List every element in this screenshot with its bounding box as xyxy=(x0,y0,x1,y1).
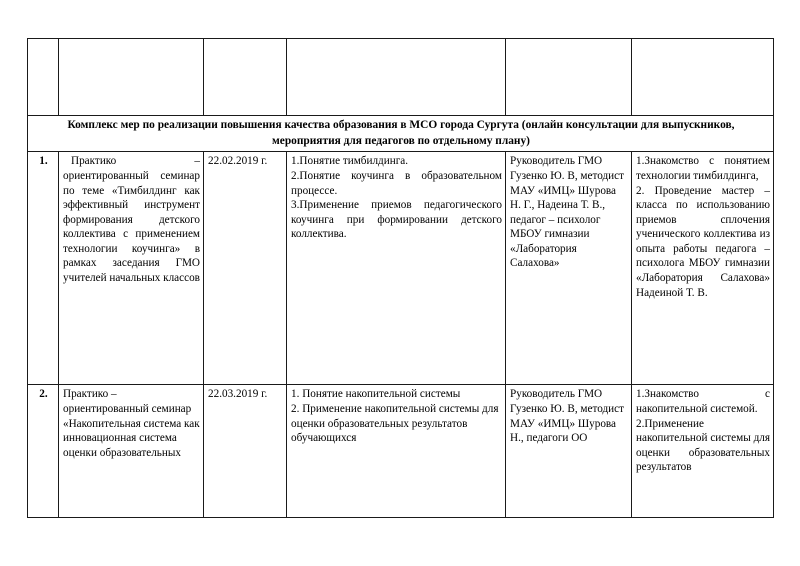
content-item: 1.Понятие тимбилдинга. xyxy=(291,155,409,168)
empty-cell-1 xyxy=(28,39,59,116)
content-item: 1. Понятие накопительной системы xyxy=(291,388,461,401)
row-responsible xyxy=(506,152,632,385)
row-date: 22.03.2019 г. xyxy=(204,385,287,518)
responsible-text: Руководитель ГМО Гузенко Ю. В, методист МАУ «ИМЦ» Шурова Н. Г., Надеина Т. В., педагог – психолог МБОУ гимназии «Лаборатория Салахова» xyxy=(510,155,625,270)
empty-cell-2 xyxy=(59,39,204,116)
empty-cell-6 xyxy=(632,39,774,116)
result-item: 2. Проведение мастер – класса по использованию приемов сплочения ученического коллектива из опыта работы педагога – психолога МБОУ гимназии «Лаборатория Салахова» Надеиной Т. В. xyxy=(636,184,770,299)
content-item: 2. Применение накопительной системы для оценки образовательных результатов обучающихся xyxy=(291,403,499,445)
empty-cell-4 xyxy=(287,39,506,116)
event-text: Практико – ориентированный семинар «Накопительная система как инновационная система оценки образовательных xyxy=(63,388,200,459)
responsible-text: Руководитель ГМО Гузенко Ю. В, методист МАУ «ИМЦ» Шурова Н., педагоги ОО xyxy=(510,388,625,445)
result-item: 1.Знакомство с понятием технологии тимбилдинга, xyxy=(636,155,770,183)
table-row xyxy=(28,385,774,518)
row-content xyxy=(287,152,506,385)
table-row-empty xyxy=(28,39,774,116)
row-event-title xyxy=(59,385,204,518)
row-content xyxy=(287,385,506,518)
content-item: 3.Применение приемов педагогического коучинга при формировании детского коллектива. xyxy=(291,199,502,241)
row-event-title xyxy=(59,152,204,385)
measures-table xyxy=(27,38,774,518)
event-text: Практико – ориентированный семинар по теме «Тимбилдинг как эффективный инструмент формирования детского коллектива с применением технологии коучинга» в рамках заседания ГМО учителей начальных классов xyxy=(63,155,200,284)
empty-cell-5 xyxy=(506,39,632,116)
row-result xyxy=(632,152,774,385)
row-date: 22.02.2019 г. xyxy=(204,152,287,385)
result-item: 2.Применение накопительной системы для оценки образовательных результатов xyxy=(636,417,770,474)
empty-cell-3 xyxy=(204,39,287,116)
content-item: 2.Понятие коучинга в образовательном процессе. xyxy=(291,170,502,197)
row-result xyxy=(632,385,774,518)
table-row xyxy=(28,152,774,385)
row-number: 2. xyxy=(28,385,59,518)
row-number: 1. xyxy=(28,152,59,385)
table-title: Комплекс мер по реализации повышения качества образования в МСО города Сургута (онлайн консультации для выпускников, мероприятия для педагогов по отдельному плану) xyxy=(28,116,774,152)
row-responsible xyxy=(506,385,632,518)
table-row-title xyxy=(28,116,774,152)
result-item: 1.Знакомство с накопительной системой. xyxy=(636,388,770,416)
